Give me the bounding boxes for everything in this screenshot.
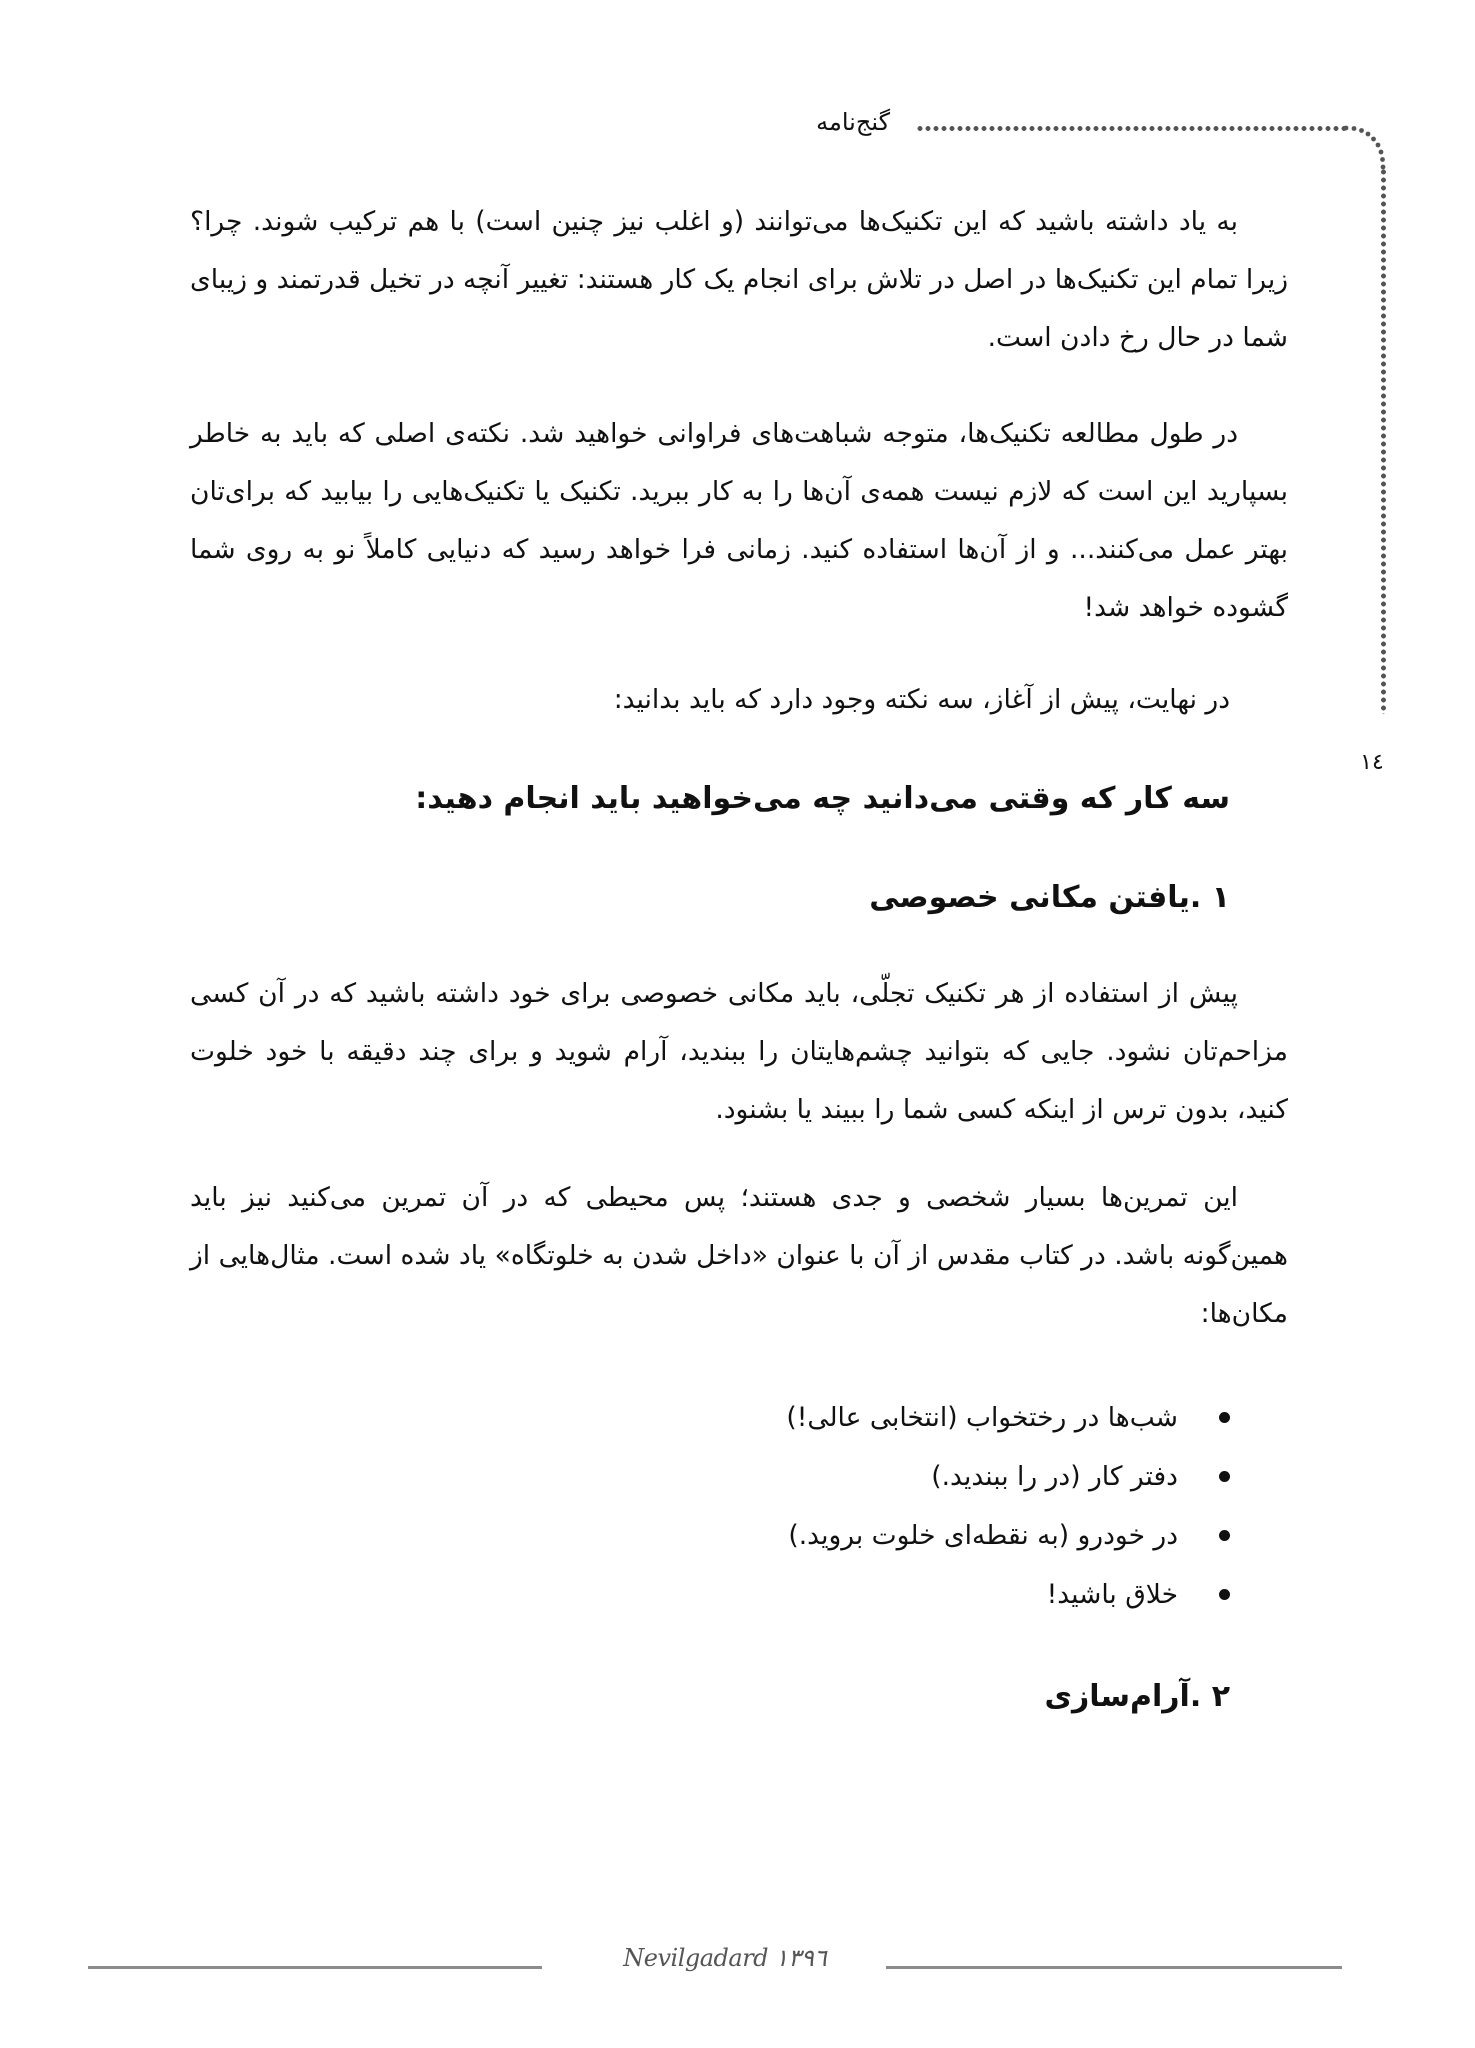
list-item-text: در خودرو (به نقطه‌ای خلوت بروید.)	[788, 1520, 1178, 1551]
item-1-heading: ۱ .یافتن مکانی خصوصی	[869, 880, 1230, 915]
footer-rule-right	[886, 1966, 1342, 1969]
page-number: ١٤	[1360, 750, 1384, 775]
bullet-icon	[1219, 1412, 1230, 1423]
paragraph-3	[190, 965, 1288, 1139]
intro-line: در نهایت، پیش از آغاز، سه نکته وجود دارد که باید بدانید:	[613, 684, 1230, 715]
paragraph-3-text: پیش از استفاده از هر تکنیک تجلّی، باید مکانی خصوصی برای خود داشته باشید که در آن کسی مزاحم‌تان نشود. جایی که بتوانید چشم‌هایتان را ببندید، آرام شوید و برای چند دقیقه با خود خلوت کنید، بدون ترس از اینکه کسی شما را ببیند یا بشنود.	[190, 978, 1288, 1125]
list-item	[600, 1565, 1240, 1624]
dotted-border-right	[1381, 168, 1386, 714]
list-item	[600, 1506, 1240, 1565]
bullet-icon	[1219, 1589, 1230, 1600]
list-item-text: شب‌ها در رختخواب (انتخابی عالی!)	[786, 1402, 1178, 1433]
list-item	[600, 1447, 1240, 1506]
footer-text: Nevilgadard ١٣٩٦	[623, 1944, 827, 1972]
footer-rule-left	[88, 1966, 542, 1969]
paragraph-2-text: در طول مطالعه تکنیک‌ها، متوجه شباهت‌های فراوانی خواهید شد. نکته‌ی اصلی که باید به خاطر بسپارید این است که لازم نیست همه‌ی آن‌ها را به کار ببرید. تکنیک یا تکنیک‌هایی را بیابید که برای‌تان بهتر عمل می‌کنند... و از آن‌ها استفاده کنید. زمانی فرا خواهد رسید که دنیایی کاملاً نو به روی شما گشوده خواهد شد!	[190, 418, 1288, 623]
paragraph-4	[190, 1169, 1288, 1343]
paragraph-4-text: این تمرین‌ها بسیار شخصی و جدی هستند؛ پس محیطی که در آن تمرین می‌کنید نیز باید همین‌گونه باشد. در کتاب مقدس از آن با عنوان «داخل شدن به خلوتگاه» یاد شده است. مثال‌هایی از مکان‌ها:	[190, 1182, 1288, 1329]
paragraph-2	[190, 405, 1288, 637]
running-title: گنج‌نامه	[816, 108, 890, 136]
list-item-text: دفتر کار (در را ببندید.)	[931, 1461, 1178, 1492]
list-item-text: خلاق باشید!	[1046, 1579, 1178, 1610]
dotted-border-top	[916, 126, 1346, 131]
bullet-icon	[1219, 1530, 1230, 1541]
paragraph-1	[190, 193, 1288, 367]
list-item	[600, 1388, 1240, 1447]
dotted-border-corner	[1340, 120, 1390, 172]
places-list	[600, 1388, 1240, 1624]
section-heading: سه کار که وقتی می‌دانید چه می‌خواهید باید انجام دهید:	[415, 781, 1230, 816]
bullet-icon	[1219, 1471, 1230, 1482]
item-2-heading: ۲ .آرام‌سازی	[1044, 1679, 1230, 1714]
paragraph-1-text: به یاد داشته باشید که این تکنیک‌ها می‌توانند (و اغلب نیز چنین است) با هم ترکیب شوند. چرا؟ زیرا تمام این تکنیک‌ها در اصل در تلاش برای انجام یک کار هستند: تغییر آنچه در تخیل قدرتمند و زیبای شما در حال رخ دادن است.	[190, 206, 1288, 353]
